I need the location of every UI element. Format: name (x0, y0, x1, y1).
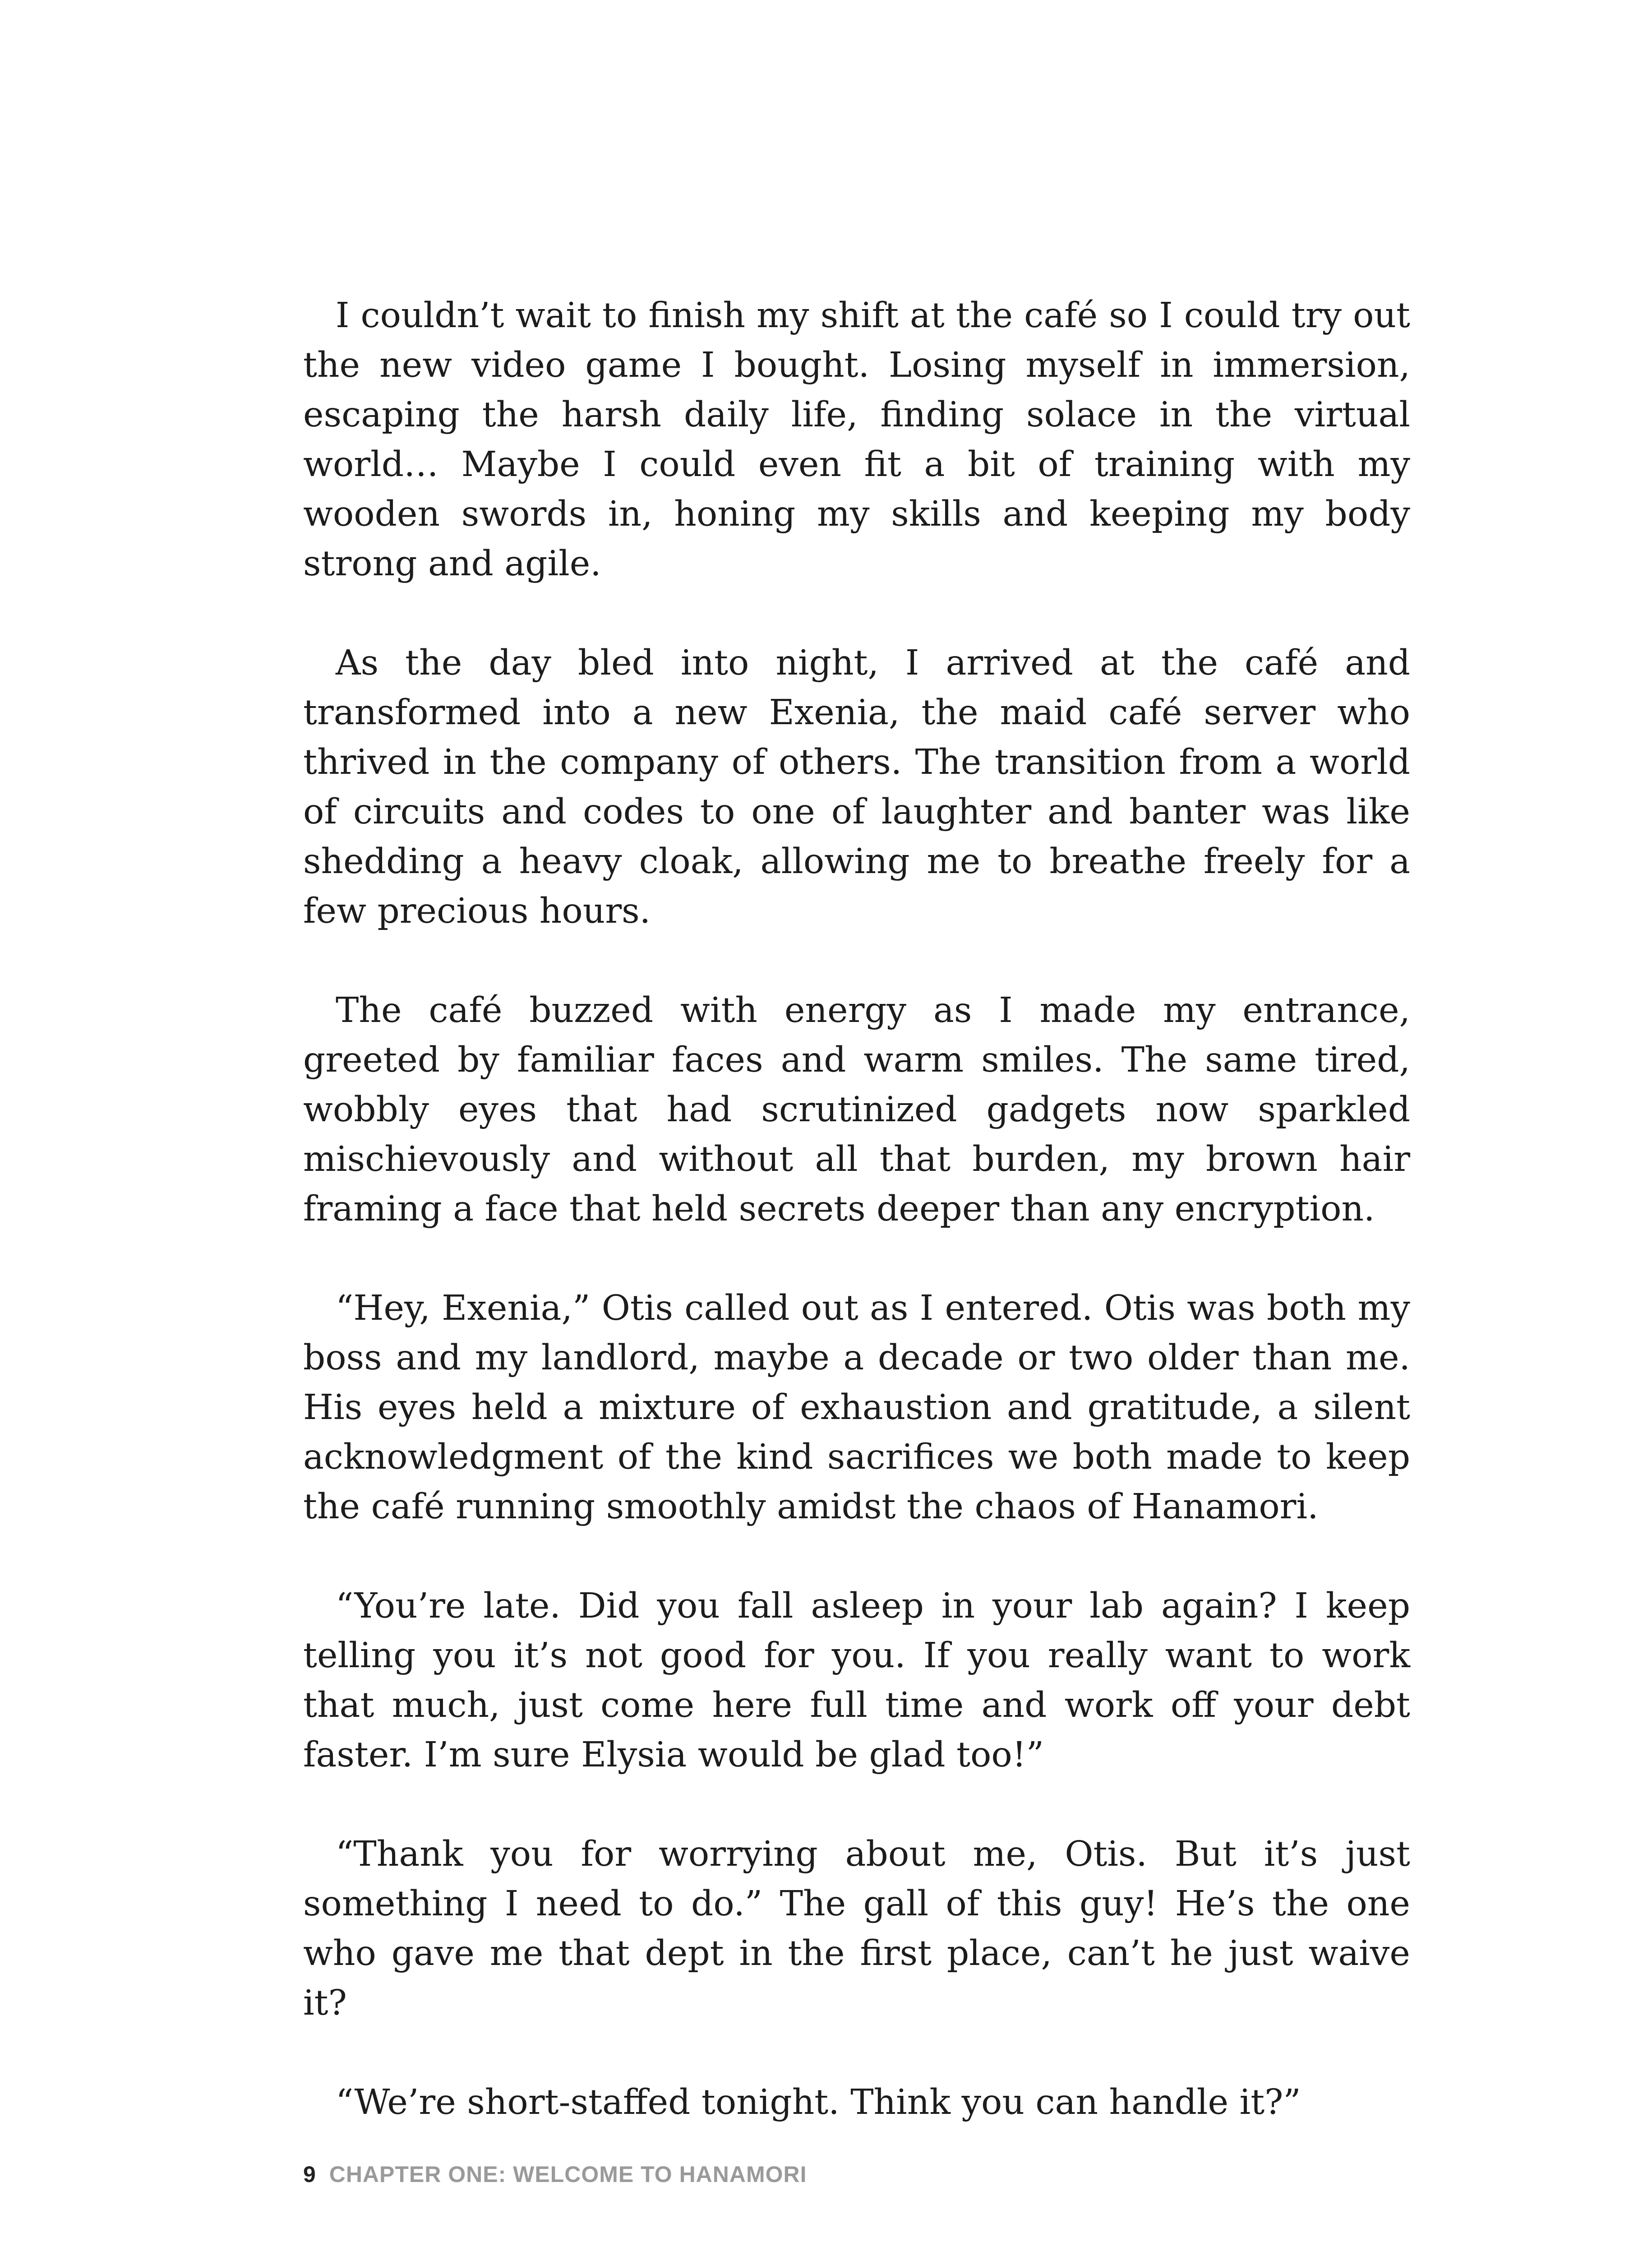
paragraph: The café buzzed with energy as I made my entrance, greeted by familiar faces and warm smiles. The same tired, wobbly eyes that had scrutinized gadgets now sparkled mischievously and without all that burden, my brown hair framing a face that held secrets deeper than any encryption. (303, 990, 1410, 1229)
page-footer (303, 2161, 807, 2187)
paragraph: As the day bled into night, I arrived at the café and transformed into a new Exenia, the maid café server who thrived in the company of others. The transition from a world of circuits and codes to one of laughter and banter was like shedding a heavy cloak, allowing me to breathe freely for a few precious hours. (303, 643, 1410, 931)
paragraph: “You’re late. Did you fall asleep in your lab again? I keep telling you it’s not good for you. If you really want to work that much, just come here full time and work off your debt faster. I’m sure Elysia would be glad too!” (303, 1586, 1410, 1775)
paragraph: “We’re short-staffed tonight. Think you can handle it?” (336, 2082, 1301, 2122)
paragraph: “Thank you for worrying about me, Otis. But it’s just something I need to do.” The gall of this guy! He’s the one who gave me that dept in the first place, can’t he just waive it? (303, 1834, 1410, 2023)
paragraph: I couldn’t wait to finish my shift at the café so I could try out the new video game I bought. Losing myself in immersion, escaping the harsh daily life, finding solace in the virtual world… Maybe I could even fit a bit of training with my wooden swords in, honing my skills and keeping my body strong and agile. (303, 296, 1410, 584)
chapter-title: CHAPTER ONE: WELCOME TO HANAMORI (329, 2162, 807, 2187)
page-number: 9 (303, 2162, 316, 2187)
paragraph: “Hey, Exenia,” Otis called out as I entered. Otis was both my boss and my landlord, maybe a decade or two older than me. His eyes held a mixture of exhaustion and gratitude, a silent acknowledgment of the kind sacrifices we both made to keep the café running smoothly amidst the chaos of Hanamori. (303, 1288, 1410, 1527)
body-text (303, 291, 1410, 2127)
